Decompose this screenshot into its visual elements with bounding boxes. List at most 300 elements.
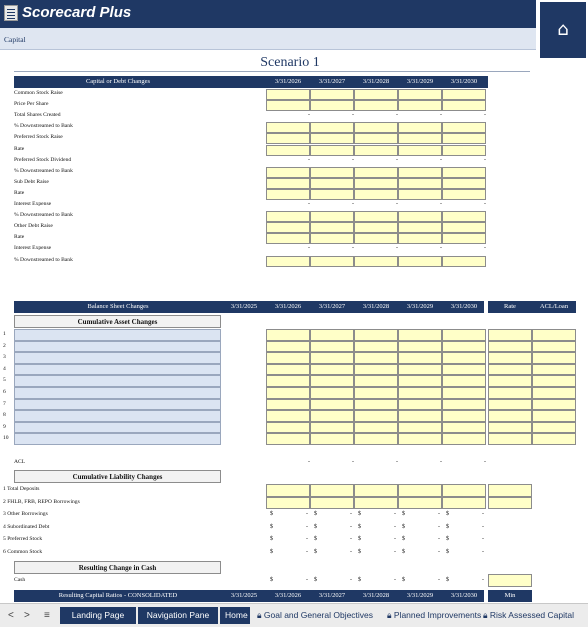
input-cell[interactable]	[398, 122, 442, 133]
date-header: 3/31/2027	[318, 303, 346, 310]
currency-symbol: $	[402, 536, 405, 543]
input-cell[interactable]	[398, 189, 442, 200]
currency-symbol: $	[270, 549, 273, 555]
balance-header	[14, 301, 484, 313]
input-cell[interactable]	[266, 387, 310, 399]
input-cell[interactable]	[266, 178, 310, 189]
date-header: 3/31/2029	[406, 592, 434, 599]
breadcrumb	[0, 28, 536, 50]
input-cell[interactable]	[354, 222, 398, 233]
liability-changes-title: Cumulative Liability Changes	[14, 470, 221, 483]
dash-value: -	[482, 577, 484, 583]
input-cell[interactable]	[310, 222, 354, 233]
section-label: Capital	[4, 35, 26, 44]
input-cell[interactable]	[266, 100, 310, 111]
input-cell[interactable]	[398, 222, 442, 233]
currency-symbol: $	[446, 511, 449, 518]
rate-input-cell[interactable]	[488, 399, 532, 411]
input-cell[interactable]	[310, 433, 354, 445]
acl-label: ACL	[14, 459, 26, 465]
input-cell[interactable]	[266, 89, 310, 100]
next-sheet-button[interactable]: >	[24, 610, 30, 621]
input-cell[interactable]	[354, 145, 398, 156]
input-cell[interactable]	[398, 211, 442, 222]
input-cell[interactable]	[442, 167, 486, 178]
dollar-value	[314, 549, 358, 555]
asset-name-input[interactable]	[14, 329, 221, 341]
input-cell[interactable]	[354, 375, 398, 387]
dollar-value	[402, 536, 446, 542]
capital-header	[14, 76, 488, 88]
input-cell[interactable]	[398, 341, 442, 353]
asset-name-input[interactable]	[14, 433, 221, 445]
input-cell[interactable]	[310, 352, 354, 364]
date-header: 3/31/2030	[450, 78, 478, 85]
input-cell[interactable]	[398, 422, 442, 434]
dash-value: -	[438, 511, 440, 518]
sheet-tab-bar	[0, 603, 588, 627]
dash-value: -	[440, 112, 442, 119]
dollar-value	[446, 511, 490, 517]
input-cell[interactable]	[310, 145, 354, 156]
input-cell[interactable]	[310, 178, 354, 189]
input-cell[interactable]	[354, 341, 398, 353]
date-header: 3/31/2028	[362, 592, 390, 599]
input-cell[interactable]	[398, 364, 442, 376]
input-cell[interactable]	[442, 178, 486, 189]
input-cell[interactable]	[310, 497, 354, 510]
dollar-value	[402, 524, 446, 530]
dash-value: -	[482, 523, 484, 530]
dash-value: -	[352, 156, 354, 163]
dash-value: -	[350, 511, 352, 518]
asset-name-input[interactable]	[14, 410, 221, 422]
asset-name-input[interactable]	[14, 341, 221, 353]
dollar-value	[270, 524, 314, 530]
header-label: Rate	[504, 303, 516, 310]
cash-input-cell[interactable]	[488, 574, 532, 587]
rate-input-cell[interactable]	[532, 364, 576, 376]
input-cell[interactable]	[354, 329, 398, 341]
rate-input-cell[interactable]	[532, 387, 576, 399]
input-cell[interactable]	[266, 422, 310, 434]
dollar-value	[358, 549, 402, 555]
input-cell[interactable]	[310, 89, 354, 100]
dash-value: -	[352, 112, 354, 119]
input-cell[interactable]	[310, 100, 354, 111]
tab-goal-objectives[interactable]: 🔒︎ Goal and General Objectives	[257, 610, 374, 620]
input-cell[interactable]	[442, 256, 486, 267]
dash-value: -	[308, 112, 310, 119]
input-cell[interactable]	[354, 100, 398, 111]
dash-value: -	[350, 536, 352, 543]
tab-risk-assessed-capital[interactable]: 🔒︎ Risk Assessed Capital	[483, 610, 574, 620]
min-header	[488, 590, 532, 602]
input-cell[interactable]	[398, 399, 442, 411]
dash-value: -	[306, 577, 308, 583]
input-cell[interactable]	[266, 256, 310, 267]
dash-value: -	[352, 459, 354, 465]
rate-input-cell[interactable]	[488, 433, 532, 445]
row-label: Other Debt Raise	[14, 223, 53, 230]
input-cell[interactable]	[354, 133, 398, 144]
dash-value: -	[440, 245, 442, 252]
input-cell[interactable]	[266, 145, 310, 156]
input-cell[interactable]	[354, 189, 398, 200]
input-cell[interactable]	[310, 211, 354, 222]
asset-name-input[interactable]	[14, 375, 221, 387]
input-cell[interactable]	[266, 497, 310, 510]
dash-value: -	[438, 536, 440, 543]
input-cell[interactable]	[398, 433, 442, 445]
input-cell[interactable]	[266, 375, 310, 387]
input-cell[interactable]	[398, 178, 442, 189]
tab-planned-improvements[interactable]: 🔒︎ Planned Improvements	[387, 610, 482, 620]
input-cell[interactable]	[442, 211, 486, 222]
asset-name-input[interactable]	[14, 422, 221, 434]
input-cell[interactable]	[354, 256, 398, 267]
rate-input-cell[interactable]	[532, 375, 576, 387]
rate-input-cell[interactable]	[488, 497, 532, 510]
currency-symbol: $	[402, 549, 405, 555]
date-header: 3/31/2030	[450, 592, 478, 599]
currency-symbol: $	[402, 523, 405, 530]
input-cell[interactable]	[266, 329, 310, 341]
currency-symbol: $	[270, 511, 273, 518]
date-header: 3/31/2025	[230, 592, 258, 599]
header-label: Resulting Capital Ratios - CONSOLIDATED	[58, 592, 178, 599]
dash-value: -	[308, 459, 310, 465]
input-cell[interactable]	[354, 410, 398, 422]
input-cell[interactable]	[354, 364, 398, 376]
cash-label: Cash	[14, 577, 26, 583]
prev-sheet-button[interactable]: <	[8, 610, 14, 621]
lock-icon: 🔒︎	[387, 610, 394, 620]
header-label: Min	[504, 592, 516, 599]
rate-input-cell[interactable]	[488, 341, 532, 353]
row-number: 9	[3, 423, 6, 430]
lock-icon: 🔒︎	[483, 610, 490, 620]
row-label: Rate	[14, 189, 25, 196]
currency-symbol: $	[358, 549, 361, 555]
rate-input-cell[interactable]	[532, 433, 576, 445]
input-cell[interactable]	[398, 352, 442, 364]
input-cell[interactable]	[442, 133, 486, 144]
input-cell[interactable]	[354, 433, 398, 445]
dash-value: -	[394, 536, 396, 543]
row-number: 4	[3, 365, 6, 372]
currency-symbol: $	[446, 577, 449, 583]
input-cell[interactable]	[442, 100, 486, 111]
rate-input-cell[interactable]	[532, 352, 576, 364]
input-cell[interactable]	[398, 484, 442, 497]
currency-symbol: $	[314, 511, 317, 518]
input-cell[interactable]	[442, 89, 486, 100]
dash-value: -	[352, 245, 354, 252]
dash-value: -	[306, 549, 308, 555]
rate-input-cell[interactable]	[488, 375, 532, 387]
input-cell[interactable]	[354, 497, 398, 510]
input-cell[interactable]	[266, 222, 310, 233]
dash-value: -	[484, 459, 486, 465]
tab-navigation-pane[interactable]: Navigation Pane	[138, 607, 218, 624]
title-underline	[14, 71, 530, 72]
app-title: Scorecard Plus	[22, 4, 132, 21]
header-label: Capital or Debt Changes	[85, 78, 151, 85]
input-cell[interactable]	[442, 422, 486, 434]
row-label: 1 Total Deposits	[3, 486, 40, 492]
input-cell[interactable]	[398, 375, 442, 387]
rate-input-cell[interactable]	[532, 341, 576, 353]
input-cell[interactable]	[266, 341, 310, 353]
dash-value: -	[396, 459, 398, 465]
input-cell[interactable]	[354, 89, 398, 100]
dash-value: -	[394, 577, 396, 583]
currency-symbol: $	[270, 577, 273, 583]
row-label: Common Stock Raise	[14, 90, 63, 96]
cash-change-title: Resulting Change in Cash	[14, 561, 221, 574]
input-cell[interactable]	[354, 422, 398, 434]
rate-input-cell[interactable]	[532, 410, 576, 422]
dash-value: -	[440, 459, 442, 465]
dash-value: -	[308, 201, 310, 207]
input-cell[interactable]	[266, 410, 310, 422]
input-cell[interactable]	[398, 233, 442, 244]
dollar-value	[314, 536, 358, 542]
dollar-value	[402, 577, 446, 583]
input-cell[interactable]	[354, 352, 398, 364]
asset-name-input[interactable]	[14, 364, 221, 376]
input-cell[interactable]	[398, 387, 442, 399]
tab-home[interactable]: Home	[220, 607, 250, 624]
input-cell[interactable]	[354, 178, 398, 189]
input-cell[interactable]	[354, 387, 398, 399]
dash-value: -	[438, 577, 440, 583]
row-number: 3	[3, 354, 6, 361]
row-number: 6	[3, 389, 6, 395]
rate-input-cell[interactable]	[488, 352, 532, 364]
input-cell[interactable]	[310, 167, 354, 178]
dash-value: -	[350, 549, 352, 555]
dash-value: -	[394, 549, 396, 555]
currency-symbol: $	[402, 511, 405, 518]
row-label: % Downstreamed to Bank	[14, 212, 73, 219]
input-cell[interactable]	[398, 133, 442, 144]
input-cell[interactable]	[266, 133, 310, 144]
tab-landing-page[interactable]: Landing Page	[60, 607, 136, 624]
input-cell[interactable]	[398, 497, 442, 510]
input-cell[interactable]	[266, 433, 310, 445]
rate-input-cell[interactable]	[488, 387, 532, 399]
input-cell[interactable]	[354, 122, 398, 133]
currency-symbol: $	[270, 536, 273, 543]
input-cell[interactable]	[442, 222, 486, 233]
header-label: ACL/Loan	[539, 303, 569, 310]
input-cell[interactable]	[442, 329, 486, 341]
input-cell[interactable]	[398, 100, 442, 111]
row-label: 2 FHLB, FRB, REPO Borrowings	[3, 498, 80, 505]
row-label: % Downstreamed to Bank	[14, 167, 73, 174]
row-label: 6 Common Stock	[3, 549, 43, 555]
input-cell[interactable]	[266, 364, 310, 376]
row-label: Rate	[14, 145, 25, 152]
dollar-value	[270, 549, 314, 555]
sheet-menu-icon[interactable]: ≡	[44, 610, 50, 621]
dash-value: -	[396, 201, 398, 207]
row-number: 10	[3, 435, 9, 442]
dash-value: -	[440, 201, 442, 207]
scorecard-logo-icon	[4, 5, 18, 21]
rate-acl-header	[488, 301, 576, 313]
asset-name-input[interactable]	[14, 387, 221, 399]
input-cell[interactable]	[398, 256, 442, 267]
input-cell[interactable]	[442, 364, 486, 376]
input-cell[interactable]	[310, 122, 354, 133]
scenario-title: Scenario 1	[260, 55, 320, 70]
dollar-value	[446, 536, 490, 542]
input-cell[interactable]	[442, 375, 486, 387]
input-cell[interactable]	[310, 410, 354, 422]
input-cell[interactable]	[310, 364, 354, 376]
input-cell[interactable]	[310, 387, 354, 399]
date-header: 3/31/2027	[318, 592, 346, 599]
row-number: 5	[3, 377, 6, 384]
dollar-value	[446, 549, 490, 555]
dash-value: -	[396, 245, 398, 252]
input-cell[interactable]	[442, 410, 486, 422]
dollar-value	[270, 577, 314, 583]
row-label: Interest Expense	[14, 245, 52, 252]
input-cell[interactable]	[398, 145, 442, 156]
currency-symbol: $	[446, 549, 449, 555]
input-cell[interactable]	[442, 399, 486, 411]
input-cell[interactable]	[310, 189, 354, 200]
input-cell[interactable]	[310, 133, 354, 144]
input-cell[interactable]	[442, 233, 486, 244]
input-cell[interactable]	[354, 211, 398, 222]
input-cell[interactable]	[310, 256, 354, 267]
input-cell[interactable]	[442, 122, 486, 133]
dash-value: -	[440, 156, 442, 163]
dollar-value	[358, 511, 402, 517]
currency-symbol: $	[358, 577, 361, 583]
date-header: 3/31/2030	[450, 303, 478, 310]
row-label: Total Shares Created	[14, 112, 61, 119]
input-cell[interactable]	[442, 189, 486, 200]
dollar-value	[314, 577, 358, 583]
input-cell[interactable]	[266, 167, 310, 178]
ratios-header	[14, 590, 484, 602]
input-cell[interactable]	[442, 433, 486, 445]
dash-value: -	[482, 549, 484, 555]
input-cell[interactable]	[266, 189, 310, 200]
rate-input-cell[interactable]	[488, 422, 532, 434]
date-header: 3/31/2028	[362, 78, 390, 85]
asset-name-input[interactable]	[14, 352, 221, 364]
input-cell[interactable]	[310, 341, 354, 353]
lock-icon: 🔒︎	[257, 610, 264, 620]
row-label: Price Per Share	[14, 101, 49, 108]
input-cell[interactable]	[354, 233, 398, 244]
currency-symbol: $	[446, 536, 449, 543]
date-header: 3/31/2027	[318, 78, 346, 85]
date-header: 3/31/2029	[406, 78, 434, 85]
input-cell[interactable]	[398, 410, 442, 422]
rate-input-cell[interactable]	[532, 422, 576, 434]
dollar-value	[358, 524, 402, 530]
input-cell[interactable]	[310, 329, 354, 341]
date-header: 3/31/2028	[362, 303, 390, 310]
input-cell[interactable]	[442, 145, 486, 156]
row-label: 5 Preferred Stock	[3, 536, 43, 543]
input-cell[interactable]	[310, 399, 354, 411]
rate-input-cell[interactable]	[532, 399, 576, 411]
dollar-value	[358, 577, 402, 583]
currency-symbol: $	[314, 536, 317, 543]
rate-input-cell[interactable]	[532, 329, 576, 341]
input-cell[interactable]	[398, 89, 442, 100]
dash-value: -	[394, 523, 396, 530]
dash-value: -	[482, 536, 484, 543]
input-cell[interactable]	[266, 352, 310, 364]
input-cell[interactable]	[398, 167, 442, 178]
rate-input-cell[interactable]	[488, 410, 532, 422]
input-cell[interactable]	[442, 341, 486, 353]
input-cell[interactable]	[310, 233, 354, 244]
dash-value: -	[308, 245, 310, 252]
rate-input-cell[interactable]	[488, 484, 532, 497]
input-cell[interactable]	[310, 422, 354, 434]
input-cell[interactable]	[442, 484, 486, 497]
input-cell[interactable]	[310, 375, 354, 387]
input-cell[interactable]	[442, 497, 486, 510]
input-cell[interactable]	[266, 211, 310, 222]
asset-name-input[interactable]	[14, 399, 221, 411]
input-cell[interactable]	[442, 352, 486, 364]
row-number: 8	[3, 412, 6, 419]
row-label: Preferred Stock Raise	[14, 134, 63, 141]
dash-value: -	[396, 112, 398, 119]
row-number: 7	[3, 400, 6, 407]
dash-value: -	[350, 523, 352, 530]
dollar-value	[402, 549, 446, 555]
input-cell[interactable]	[266, 484, 310, 497]
input-cell[interactable]	[310, 484, 354, 497]
input-cell[interactable]	[442, 387, 486, 399]
dollar-value	[402, 511, 446, 517]
row-label: % Downstreamed to Bank	[14, 256, 73, 263]
input-cell[interactable]	[398, 329, 442, 341]
input-cell[interactable]	[354, 167, 398, 178]
date-header: 3/31/2026	[274, 592, 302, 599]
dash-value: -	[306, 523, 308, 530]
input-cell[interactable]	[354, 399, 398, 411]
dash-value: -	[350, 577, 352, 583]
row-label: Rate	[14, 234, 25, 241]
currency-symbol: $	[402, 577, 405, 583]
input-cell[interactable]	[354, 484, 398, 497]
input-cell[interactable]	[266, 399, 310, 411]
currency-symbol: $	[314, 577, 317, 583]
row-number: 1	[3, 331, 6, 337]
dollar-value	[314, 511, 358, 517]
input-cell[interactable]	[266, 233, 310, 244]
rate-input-cell[interactable]	[488, 364, 532, 376]
home-button[interactable]	[540, 2, 586, 58]
dollar-value	[446, 577, 490, 583]
input-cell[interactable]	[266, 122, 310, 133]
rate-input-cell[interactable]	[488, 329, 532, 341]
